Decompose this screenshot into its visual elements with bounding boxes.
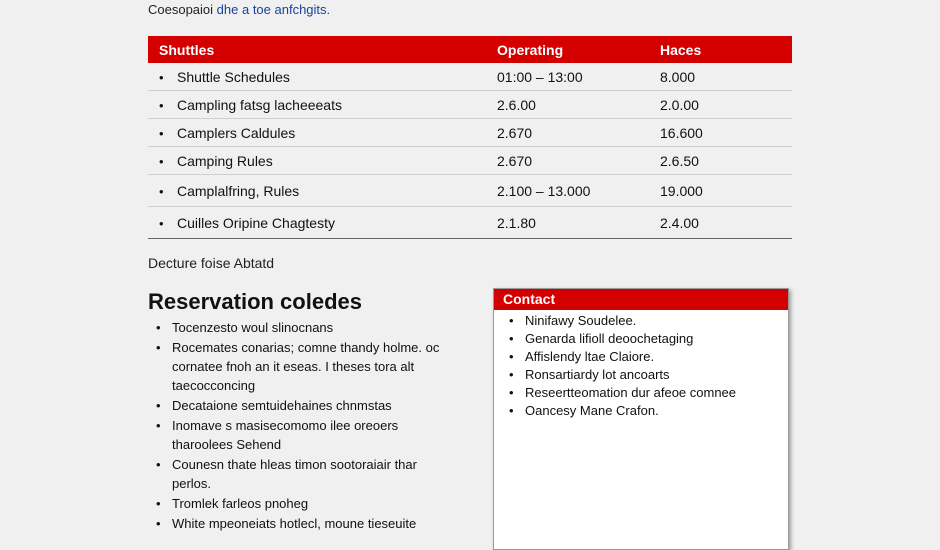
row-haces: 2.6.50 [660,147,792,175]
bullet-icon: • [159,215,164,231]
table-row [148,147,792,175]
row-haces: 19.000 [660,175,792,207]
contact-item-text: Ronsartiardy lot ancoarts [525,367,670,382]
bullet-icon: • [509,403,514,418]
list-item [148,494,458,513]
contact-item-text: Ninifawy Soudelee. [525,313,637,328]
bullet-icon: • [159,69,164,85]
intro-text: Coesopaioi [148,2,214,17]
bullet-icon: • [156,320,161,335]
contact-list-item [494,384,788,402]
row-name-cell [148,207,497,239]
contact-item-text: Reseertteomation dur afeoe comnee [525,385,737,400]
column-header-shuttles: Shuttles [148,36,497,63]
list-item-text: Decataione semtuidehaines chnmstas [172,398,392,413]
bullet-icon: • [156,418,161,433]
contact-item-text: Oancesy Mane Crafon. [525,403,659,418]
bullet-icon: • [156,516,161,531]
row-name-cell [148,119,497,147]
bullet-icon: • [159,183,164,199]
list-item-text: Tromlek farleos pnoheg [172,496,309,511]
row-operating: 01:00 – 13:00 [497,63,660,91]
row-operating: 2.6.00 [497,91,660,119]
contact-item-text: Genarda lifioll deoochetaging [525,331,694,346]
intro-line [148,2,330,17]
row-haces: 8.000 [660,63,792,91]
note-text: Decture foise Abtatd [148,255,275,271]
row-name-cell [148,91,497,119]
row-name: Shuttle Schedules [177,68,290,85]
list-item [148,455,458,493]
list-item-text: Counesn thate hleas timon sootoraiair thar perlos. [172,457,417,491]
reservation-list [148,318,458,534]
row-name: Camping Rules [177,152,273,169]
row-haces: 2.0.00 [660,91,792,119]
list-item [148,514,458,533]
column-header-haces: Haces [660,36,792,63]
list-item-text: Tocenzesto woul slinocnans [172,320,334,335]
row-name: Camplalfring, Rules [177,182,300,199]
list-item [148,396,458,415]
table-row [148,91,792,119]
bullet-icon: • [156,457,161,472]
intro-link[interactable]: dhe a toe anfchgits. [216,2,331,17]
row-name-cell [148,63,497,91]
contact-item-text: Affislendy ltae Claiore. [525,349,655,364]
bullet-icon: • [509,349,514,364]
list-item [148,416,458,454]
row-name: Camplers Caldules [177,124,296,141]
bullet-icon: • [156,340,161,355]
bullet-icon: • [509,385,514,400]
contact-list-item [494,330,788,348]
contact-card [493,288,789,550]
table-row [148,175,792,207]
list-item-text: Rocemates conarias; comne thandy holme. oc cornatee fnoh an it eseas. I theses tora alt taecocconcing [172,340,440,393]
bullet-icon: • [509,313,514,328]
list-item [148,318,458,337]
row-haces: 2.4.00 [660,207,792,239]
row-operating: 2.100 – 13.000 [497,175,660,207]
contact-list-item [494,402,788,420]
row-operating: 2.670 [497,119,660,147]
row-operating: 2.670 [497,147,660,175]
row-name-cell [148,175,497,207]
table-row [148,207,792,239]
table-row [148,119,792,147]
contact-list-item [494,348,788,366]
table-header-row [148,36,792,63]
bullet-icon: • [509,367,514,382]
bullet-icon: • [159,153,164,169]
contact-card-title: Contact [494,289,788,310]
list-item [148,338,458,395]
contact-list [494,312,788,420]
row-operating: 2.1.80 [497,207,660,239]
row-name-cell [148,147,497,175]
table-row [148,63,792,91]
bullet-icon: • [509,331,514,346]
list-item-text: White mpeoneiats hotlecl, moune tieseuite [172,516,417,531]
shuttle-schedule-table [148,36,792,239]
row-name: Campling fatsg lacheeeats [177,96,342,113]
row-haces: 16.600 [660,119,792,147]
bullet-icon: • [159,125,164,141]
bullet-icon: • [159,97,164,113]
list-item-text: Inomave s masisecomomo ilee oreoers tharoolees Sehend [172,418,399,452]
row-name: Cuilles Oripine Chagtesty [177,214,335,231]
bullet-icon: • [156,398,161,413]
contact-list-item [494,312,788,330]
reservation-heading: Reservation coledes [148,289,362,314]
bullet-icon: • [156,496,161,511]
column-header-operating: Operating [497,36,660,63]
contact-list-item [494,366,788,384]
